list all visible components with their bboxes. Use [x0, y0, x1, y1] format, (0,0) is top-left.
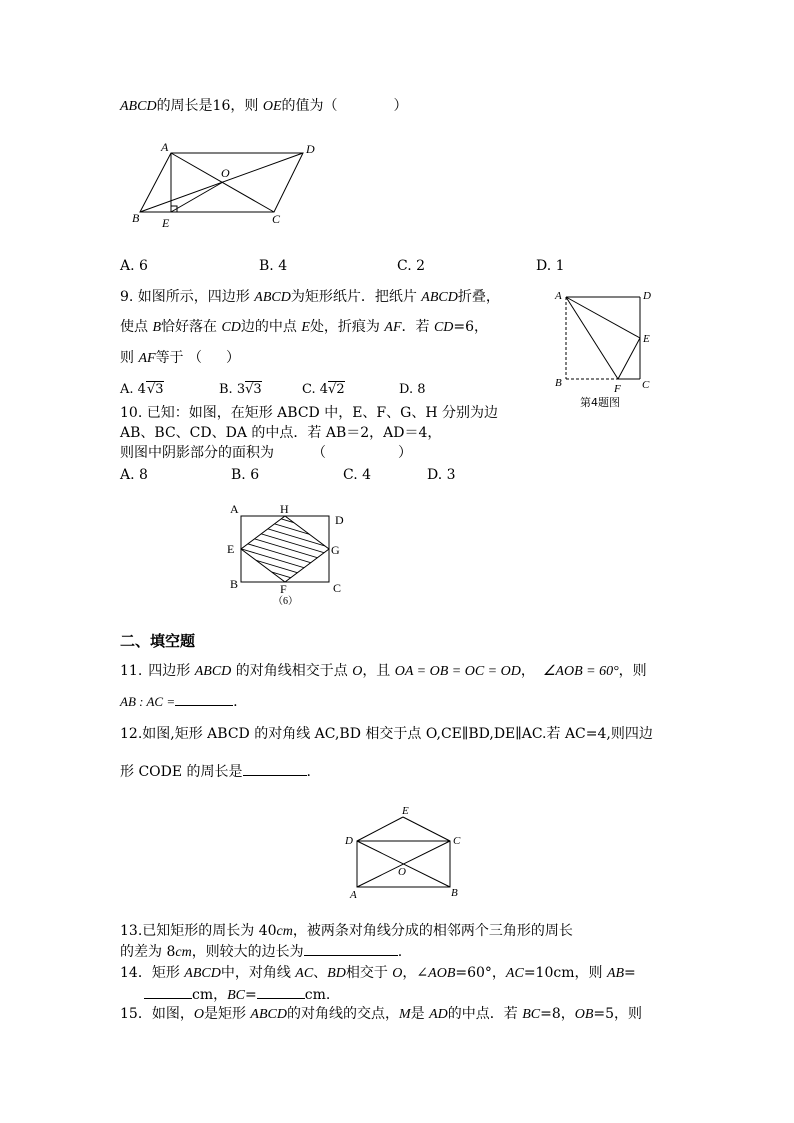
q10-rhombus-figure [225, 500, 355, 608]
q13-stem-line2: 的差为 8cm，则较大的边长为 . [120, 944, 403, 960]
q14-ab-blank[interactable] [144, 985, 192, 999]
q9-option-a: A. 4√3 [120, 382, 164, 397]
q12-label-d: D [345, 835, 353, 847]
q10-label-d: D [335, 513, 344, 527]
q9-label-d: D [643, 290, 651, 302]
q15-stem-line1: 15．如图，O是矩形 ABCD的对角线的交点，M是 AD的中点．若 BC=8，OB=5，则 [120, 1006, 643, 1022]
q14-stem-line2: cm，BC= cm. [120, 985, 330, 1005]
q13-answer-blank[interactable] [304, 942, 398, 956]
q9-label-a: A [555, 290, 562, 302]
q8-abcd: ABCD [120, 99, 157, 114]
q11-stem-line1: 11. 四边形 ABCD 的对角线相交于点 O，且 OA = OB = OC = OD， ∠AOB = 60°，则 [120, 663, 647, 679]
q10-option-c: C. 4 [343, 467, 372, 483]
q8-label-c: C [272, 212, 281, 226]
q9-caption: 第4题图 [580, 396, 620, 409]
q9-option-c: C. 4√2 [302, 382, 345, 397]
q8-stem: ABCD的周长是16，则 OE的值为（ ） [120, 98, 408, 114]
q10-label-f: F [280, 582, 287, 596]
q10-label-h: H [280, 502, 289, 516]
q9-label-f: F [614, 383, 621, 395]
q8-option-a: A. 6 [120, 258, 148, 274]
q9-label-c: C [642, 379, 650, 391]
q14-stem-line1: 14．矩形 ABCD中，对角线 AC、BD相交于 O，∠AOB=60°，AC=10cm，则 AB= [120, 965, 636, 981]
q9-rectangle-fold-figure [552, 288, 662, 413]
q10-option-a: A. 8 [120, 467, 148, 483]
q10-label-c: C [333, 581, 342, 595]
q10-stem-line2: AB、BC、CD、DA 的中点．若 AB＝2，AD＝4， [120, 425, 442, 441]
q9-option-b: B. 3√3 [219, 382, 262, 397]
q14-bc-blank[interactable] [257, 985, 305, 999]
q8-option-b: B. 4 [259, 258, 288, 274]
q8-label-o: O [221, 166, 230, 180]
q8-label-b: B [132, 211, 140, 225]
q8-option-d: D. 1 [536, 258, 565, 274]
q10-stem-line3: 则图中阴影部分的面积为 （ ） [120, 445, 412, 461]
q12-label-b: B [451, 887, 458, 899]
q11-stem-line2: AB : AC = . [120, 694, 238, 710]
q11-answer-blank[interactable] [175, 692, 233, 706]
q9-stem-line2: 使点 B恰好落在 CD边的中点 E处，折痕为 AF．若 CD=6， [120, 319, 489, 335]
q10-option-d: D. 3 [427, 467, 456, 483]
q8-label-a: A [161, 140, 169, 154]
q12-label-c: C [453, 835, 461, 847]
q10-stem-line1: 10. 已知：如图，在矩形 ABCD 中，E、F、G、H 分别为边 [120, 405, 498, 421]
q12-answer-blank[interactable] [243, 762, 307, 776]
section-heading-fill-in: 二、填空题 [120, 632, 196, 650]
q13-stem-line1: 13.已知矩形的周长为 40cm，被两条对角线分成的相邻两个三角形的周长 [120, 923, 573, 939]
q10-label-b: B [230, 577, 239, 591]
q12-label-e: E [402, 805, 409, 817]
q12-stem-line2: 形 CODE 的周长是 . [120, 764, 311, 780]
q12-label-a: A [350, 889, 357, 901]
q9-stem-line1: 9. 如图所示，四边形 ABCD为矩形纸片．把纸片 ABCD折叠， [120, 289, 500, 305]
q9-option-a-radical: √ [146, 382, 156, 397]
q9-label-e: E [643, 333, 650, 345]
q12-stem-line1: 12.如图,矩形 ABCD 的对角线 AC,BD 相交于点 O,CE∥BD,DE∥AC.若 AC=4,则四边 [120, 726, 653, 742]
q12-rectangle-rhombus-figure [340, 800, 470, 900]
q9-label-b: B [555, 377, 562, 389]
q8-label-e: E [162, 216, 170, 230]
q10-label-g: G [331, 543, 340, 557]
q10-option-b: B. 6 [231, 467, 260, 483]
q12-label-o: O [398, 866, 406, 878]
q8-option-c: C. 2 [397, 258, 426, 274]
q10-label-e: E [227, 542, 235, 556]
q9-option-d: D. 8 [399, 382, 426, 397]
q10-label-a: A [230, 502, 239, 516]
q8-parallelogram-figure [125, 138, 325, 233]
q9-stem-line3: 则 AF等于 （ ） [120, 350, 241, 366]
q10-caption: （6） [273, 596, 298, 607]
q8-label-d: D [306, 142, 315, 156]
